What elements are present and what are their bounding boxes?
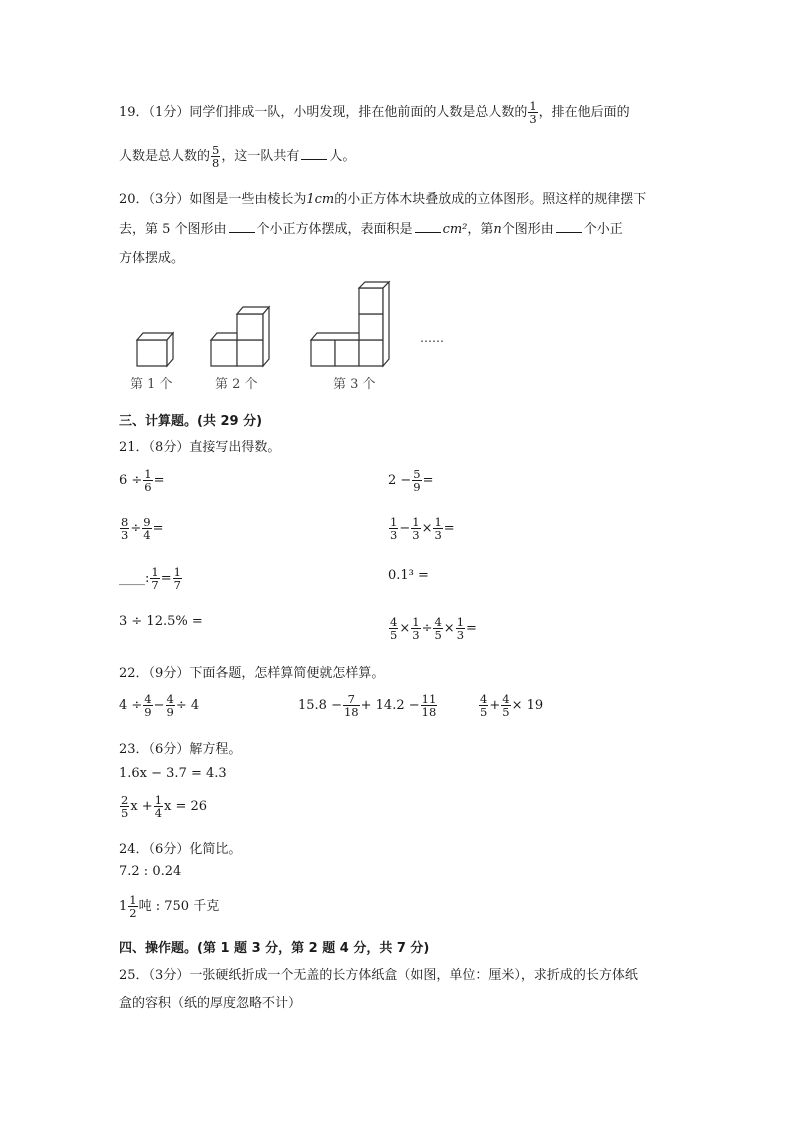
figure-dots: …… <box>420 331 444 345</box>
q19-line2: 人数是总人数的 $\frac{5}{8}$ ，这一队共有 人。 <box>119 143 356 171</box>
cube-figure <box>115 278 475 398</box>
q21-item-a4: 3 ÷ 12.5% = <box>119 614 203 629</box>
q21-item-b3: 0.1³ = <box>388 568 429 583</box>
figure-1-cube <box>137 333 173 366</box>
q25-line1: 25．（3分）一张硬纸折成一个无盖的长方体纸盒（如图，单位：厘米），求折成的长方体纸 <box>119 968 638 983</box>
q20-line2: 去，第 5 个图形由 个小正方体摆成，表面积是 cm²，第n个图形由 个小正 <box>119 222 623 237</box>
figure-label-3: 第 3 个 <box>333 377 376 392</box>
q24-header: 24．（6分）化简比。 <box>119 842 242 857</box>
q19-frac-front: $\frac{1}{3}$ <box>529 99 537 127</box>
q21-item-a2: $\frac{8}{3}$ ÷ $\frac{9}{4}$ = <box>121 515 164 543</box>
q21-item-b1: 2 − $\frac{5}{9}$ = <box>388 467 434 495</box>
figure-label-2: 第 2 个 <box>215 377 258 392</box>
q20-line1: 20．（3分）如图是一些由棱长为1cm的小正方体木块叠放成的立体图形。照这样的规律摆下 <box>119 192 647 207</box>
q25-line2: 盒的容积（纸的厚度忽略不计） <box>119 996 302 1011</box>
q24-ratio-2: 1 $\frac{1}{2}$ 吨 : 750 千克 <box>119 893 220 921</box>
section-4-title: 四、操作题。(第 1 题 3 分，第 2 题 4 分，共 7 分) <box>119 941 430 956</box>
q23-eq-2: $\frac{2}{5}$ x + $\frac{1}{4}$ x = 26 <box>121 793 208 821</box>
q21-item-a3: ____: $\frac{1}{7}$ = $\frac{1}{7}$ <box>119 565 181 593</box>
figure-label-1: 第 1 个 <box>130 377 173 392</box>
q21-item-b4: $\frac{4}{5}$ × $\frac{1}{3}$ ÷ $\frac{4}{5}$ × $\frac{1}{3}$ = <box>390 615 477 643</box>
q21-item-b2: $\frac{1}{3}$ − $\frac{1}{3}$ × $\frac{1}{3}$ = <box>390 515 455 543</box>
q23-eq-1: 1.6x − 3.7 = 4.3 <box>119 766 227 781</box>
answer-blank[interactable] <box>229 220 255 233</box>
q22-expr-2: 15.8 − $\frac{7}{18}$ + 14.2 − $\frac{11}{18}$ <box>298 692 437 720</box>
q23-header: 23．（6分）解方程。 <box>119 742 242 757</box>
answer-blank[interactable]: ____ <box>119 571 145 587</box>
q19-frac-back: $\frac{5}{8}$ <box>212 143 220 171</box>
q22-expr-3: $\frac{4}{5}$ + $\frac{4}{5}$ × 19 <box>480 692 544 720</box>
q21-header: 21．（8分）直接写出得数。 <box>119 440 281 455</box>
q22-header: 22．（9分）下面各题，怎样算简便就怎样算。 <box>119 666 385 681</box>
section-3-title: 三、计算题。(共 29 分) <box>119 414 263 429</box>
q19-line1: 19．（1分）同学们排成一队，小明发现，排在他前面的人数是总人数的 $\frac{1}{3}$ ，排在他后面的 <box>119 99 630 127</box>
q20-line3: 方体摆成。 <box>119 251 185 266</box>
q21-item-a1: 6 ÷ $\frac{1}{6}$ = <box>119 467 165 495</box>
answer-blank[interactable] <box>301 147 327 160</box>
figure-2-cubes <box>211 307 269 366</box>
answer-blank[interactable] <box>556 220 582 233</box>
answer-blank[interactable] <box>415 220 441 233</box>
q22-expr-1: 4 ÷ $\frac{4}{9}$ − $\frac{4}{9}$ ÷ 4 <box>119 692 200 720</box>
figure-3-cubes <box>311 282 389 366</box>
q24-ratio-1: 7.2 : 0.24 <box>119 864 182 879</box>
